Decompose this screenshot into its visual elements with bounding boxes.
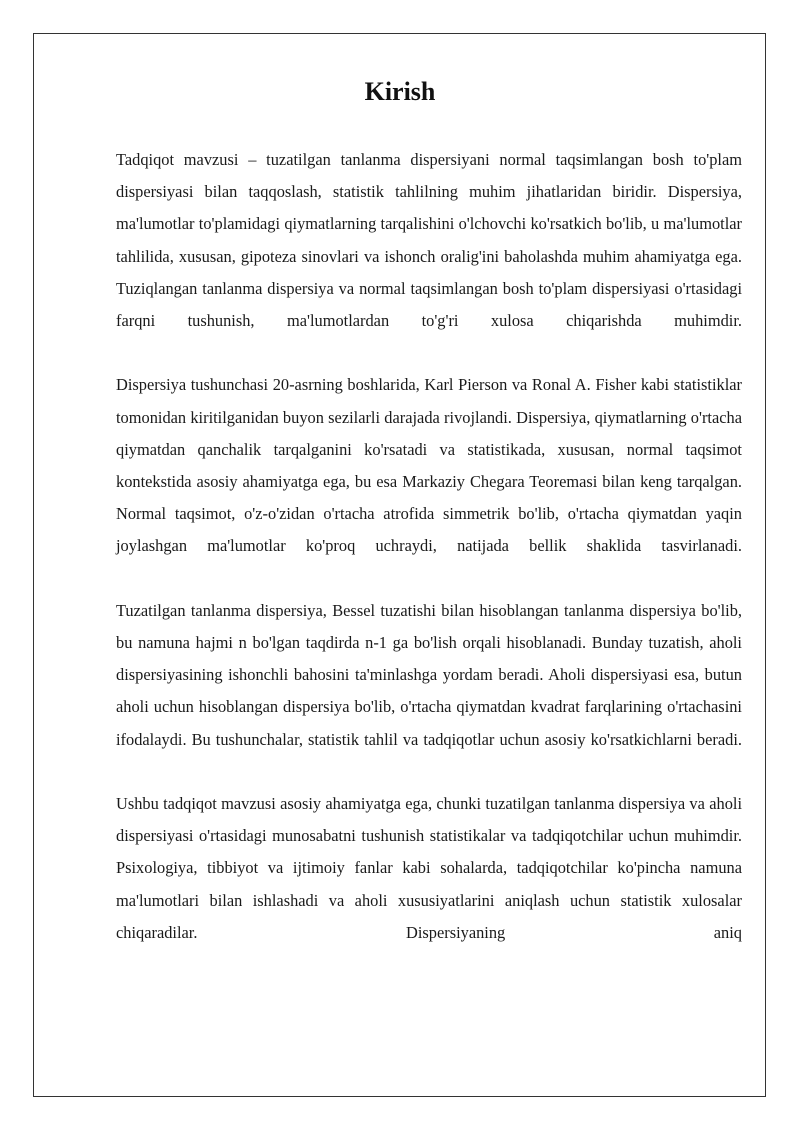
paragraph-dispersion-history: Dispersiya tushunchasi 20-asrning boshlarida, Karl Pierson va Ronal A. Fisher kabi statistiklar tomonidan kiritilganidan buyon sezilarli darajada rivojlandi. Dispersiya, qiymatlarning o'rtacha qiymatdan qanchalik tarqalganini ko'rsatadi va statistikada, xususan, normal taqsimot kontekstida asosiy ahamiyatga ega, bu esa Markaziy Chegara Teoremasi bilan keng tarqalgan. Normal taqsimot, o'z-o'zidan o'rtacha atrofida simmetrik bo'lib, o'rtacha qiymatdan yaqin joylashgan ma'lumotlar ko'proq uchraydi, natijada bellik shaklida tasvirlanadi. [116,375,742,556]
paragraph-spacer [116,756,742,788]
paragraph-research-importance: Ushbu tadqiqot mavzusi asosiy ahamiyatga ega, chunki tuzatilgan tanlanma dispersiya va aholi dispersiyasi o'rtasidagi munosabatni tushunish statistikalar va tadqiqotchilar uchun muhimdir. Psixologiya, tibbiyot va ijtimoiy fanlar kabi sohalarda, tadqiqotchilar ko'pincha namuna ma'lumotlari bilan ishlashadi va aholi xususiyatlarini aniqlash uchun statistik xulosalar chiqaradilar. Dispersiyaning aniq [116,794,742,942]
page-title: Kirish [364,77,436,106]
paragraph-spacer [116,337,742,369]
paragraph-intro: Tadqiqot mavzusi – tuzatilgan tanlanma dispersiyani normal taqsimlangan bosh to'plam dispersiyasi bilan taqqoslash, statistik tahlilning muhim jihatlaridan biridir. Dispersiya, ma'lumotlar to'plamidagi qiymatlarning tarqalishini o'lchovchi ko'rsatkich bo'lib, u ma'lumotlar tahlilida, xususan, gipoteza sinovlari va ishonch oralig'ini baholashda muhim ahamiyatga ega. Tuziqlangan tanlanma dispersiya va normal taqsimlangan bosh to'plam dispersiyasi o'rtasidagi farqni tushunish, ma'lumotlardan to'g'ri xulosa chiqarishda muhimdir. [116,150,742,331]
paragraph-corrected-variance: Tuzatilgan tanlanma dispersiya, Bessel tuzatishi bilan hisoblangan tanlanma dispersiya bo'lib, bu namuna hajmi n bo'lgan taqdirda n-1 ga bo'lish orqali hisoblanadi. Bunday tuzatish, aholi dispersiyasining ishonchli bahosini ta'minlashga yordam beradi. Aholi dispersiyasi esa, butun aholi uchun hisoblangan dispersiya bo'lib, o'rtacha qiymatdan kvadrat farqlarining o'rtachasini ifodalaydi. Bu tushunchalar, statistik tahlil va tadqiqotlar uchun asosiy ko'rsatkichlarni beradi. [116,600,742,749]
document-body [116,144,742,949]
paragraph-spacer [116,563,742,595]
